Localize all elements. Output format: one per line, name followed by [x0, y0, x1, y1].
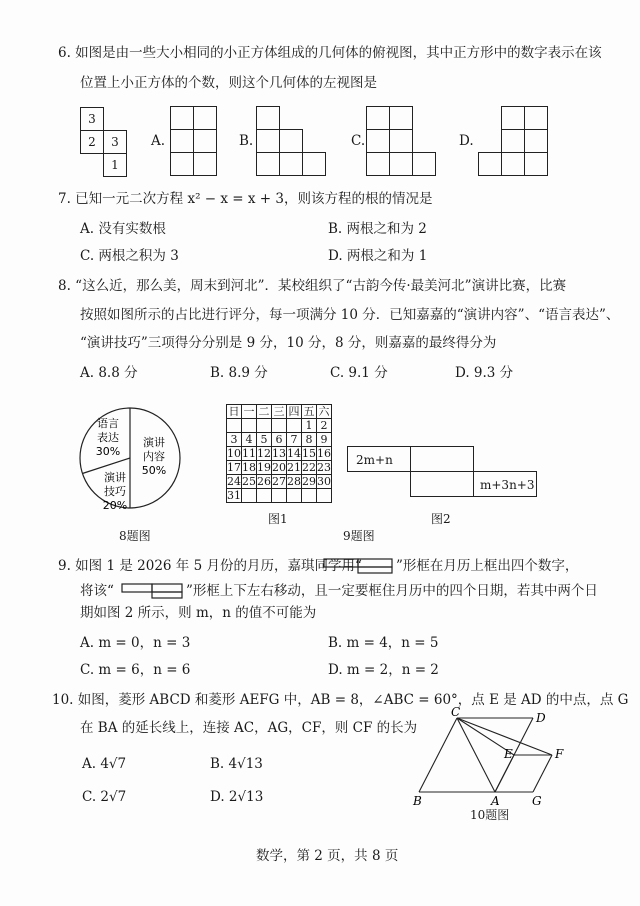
calendar-cell: 30 — [317, 475, 331, 488]
q9-stem-line3: 期如图 2 所示，则 m，n 的值不可能为 — [80, 605, 317, 621]
calendar-header: 二 — [258, 405, 270, 418]
point-label: F — [555, 747, 564, 761]
pie-content-pct: 50% — [141, 464, 167, 477]
q8-stem-line2: 按照如图所示的占比进行评分，每一项满分 10 分．已知嘉嘉的“演讲内容”、“语言表达”、 — [80, 307, 620, 323]
top-view-cell: 2 — [80, 130, 104, 154]
calendar-cell: 23 — [317, 461, 331, 474]
point-label: B — [413, 794, 422, 808]
pie-skill-label: 演讲 — [104, 471, 126, 484]
calendar-cell: 3 — [227, 433, 242, 447]
point-label: E — [504, 747, 513, 761]
q9-stem-line2b: ”形框上下左右移动，且一定要框住月历中的四个日期，若其中两个日 — [186, 583, 598, 599]
pie-lang-label: 表达 — [97, 431, 119, 444]
calendar-cell: 28 — [287, 475, 301, 488]
q6-option-b-label: B. — [239, 133, 254, 149]
calendar-cell: 1 — [302, 419, 317, 433]
q6-option-c-label: C. — [351, 133, 366, 149]
point-label: G — [532, 794, 542, 808]
top-view-cell: 3 — [80, 107, 104, 131]
q9-fig2-box2: m+3n+3 — [480, 478, 535, 492]
q9-option-d: D. m = 2，n = 2 — [328, 662, 439, 678]
calendar-cell: 2 — [317, 419, 332, 433]
q9-calendar — [226, 404, 332, 503]
calendar-cell: 27 — [272, 475, 286, 488]
pie-skill-pct: 20% — [102, 499, 128, 512]
calendar-cell: 24 — [227, 475, 241, 488]
q6-option-d-label: D. — [459, 133, 474, 149]
pie-lang-pct: 30% — [95, 445, 121, 458]
calendar-header: 一 — [243, 405, 255, 418]
point-label: D — [536, 711, 546, 725]
q9-frame-shape-icon — [120, 582, 184, 600]
q10-figure-caption: 10题图 — [470, 808, 510, 822]
pie-skill-label: 技巧 — [104, 485, 126, 498]
calendar-cell — [287, 489, 302, 503]
calendar-cell — [242, 419, 257, 433]
q9-stem-line1b: ”形框在月历上框出四个数字， — [396, 558, 579, 574]
q10-option-a: A. 4√7 — [82, 756, 127, 772]
q8-stem-line3: “演讲技巧”三项得分分别是 9 分，10 分，8 分，则嘉嘉的最终得分为 — [80, 335, 497, 351]
calendar-cell: 16 — [317, 447, 331, 460]
calendar-cell — [257, 489, 272, 503]
calendar-cell: 8 — [302, 433, 317, 447]
q8-figure-caption: 8题图 — [119, 529, 151, 543]
top-view-cell: 3 — [103, 130, 127, 154]
q9-figure-caption: 9题图 — [343, 529, 375, 543]
q7-stem: 7. 已知一元二次方程 x² − x = x + 3，则该方程的根的情况是 — [58, 191, 433, 207]
q7-option-a: A. 没有实数根 — [80, 221, 166, 237]
calendar-cell — [227, 419, 242, 433]
q9-stem-line1a: 9. 如图 1 是 2026 年 5 月份的月历，嘉琪同学用“ — [58, 558, 362, 574]
calendar-cell: 22 — [302, 461, 316, 474]
q8-pie-chart — [78, 400, 188, 526]
calendar-cell — [242, 489, 257, 503]
q6-stem-line1: 6. 如图是由一些大小相同的小正方体组成的几何体的俯视图，其中正方形中的数字表示在该 — [58, 45, 602, 61]
q8-stem-line1: 8. “这么近，那么美，周末到河北”．某校组织了“古韵今传·最美河北”演讲比赛，比赛 — [58, 278, 567, 294]
calendar-cell — [317, 489, 332, 503]
q9-option-a: A. m = 0，n = 3 — [80, 635, 191, 651]
calendar-cell: 11 — [242, 447, 256, 460]
calendar-cell — [302, 489, 317, 503]
q9-fig1-caption: 图1 — [268, 512, 288, 526]
q6-option-a-label: A. — [151, 133, 166, 149]
point-label: C — [451, 705, 461, 719]
q9-frame-shape-icon — [322, 557, 394, 575]
q6-stem-line2: 位置上小正方体的个数，则这个几何体的左视图是 — [80, 75, 377, 91]
calendar-cell: 20 — [272, 461, 286, 474]
calendar-header: 五 — [303, 405, 315, 418]
calendar-cell: 29 — [302, 475, 316, 488]
q9-stem-line2a: 将该“ — [80, 583, 114, 599]
calendar-cell: 21 — [287, 461, 301, 474]
calendar-cell: 26 — [257, 475, 271, 488]
calendar-header: 日 — [228, 405, 240, 418]
top-view-cell: 1 — [103, 153, 127, 177]
calendar-cell: 5 — [257, 433, 272, 447]
q9-fig2-box1: 2m+n — [356, 453, 393, 467]
q8-option-b: B. 8.9 分 — [210, 365, 268, 381]
q10-stem-line1: 10. 如图，菱形 ABCD 和菱形 AEFG 中，AB = 8，∠ABC = 60°，点 E 是 AD 的中点，点 G — [52, 692, 629, 708]
calendar-cell: 12 — [257, 447, 271, 460]
calendar-cell: 19 — [257, 461, 271, 474]
calendar-cell: 17 — [227, 461, 241, 474]
pie-lang-label: 语言 — [97, 417, 119, 430]
q8-option-a: A. 8.8 分 — [80, 365, 138, 381]
q7-option-c: C. 两根之积为 3 — [80, 248, 179, 264]
page-footer: 数学，第 2 页，共 8 页 — [256, 848, 399, 864]
calendar-header: 六 — [318, 405, 330, 418]
q8-option-c: C. 9.1 分 — [330, 365, 388, 381]
calendar-header: 三 — [273, 405, 285, 418]
calendar-cell: 25 — [242, 475, 256, 488]
pie-content-label: 内容 — [143, 450, 165, 463]
calendar-cell — [257, 419, 272, 433]
q9-fig2-caption: 图2 — [431, 512, 451, 526]
q8-option-d: D. 9.3 分 — [455, 365, 514, 381]
calendar-cell: 10 — [227, 447, 241, 460]
q9-option-b: B. m = 4，n = 5 — [328, 635, 439, 651]
calendar-cell: 31 — [227, 489, 241, 502]
calendar-cell: 13 — [272, 447, 286, 460]
calendar-cell: 4 — [242, 433, 257, 447]
calendar-cell: 9 — [317, 433, 332, 447]
calendar-header: 四 — [288, 405, 300, 418]
calendar-cell — [272, 489, 287, 503]
calendar-cell: 7 — [287, 433, 302, 447]
calendar-cell — [287, 419, 302, 433]
calendar-cell: 6 — [272, 433, 287, 447]
q10-option-d: D. 2√13 — [210, 789, 264, 805]
calendar-cell — [272, 419, 287, 433]
calendar-cell: 18 — [242, 461, 256, 474]
point-label: A — [491, 794, 500, 808]
q10-option-c: C. 2√7 — [82, 789, 127, 805]
q10-option-b: B. 4√13 — [210, 756, 263, 772]
q7-option-d: D. 两根之和为 1 — [328, 248, 428, 264]
calendar-cell: 15 — [302, 447, 316, 460]
q7-option-b: B. 两根之和为 2 — [328, 221, 427, 237]
q10-stem-line2: 在 BA 的延长线上，连接 AC，AG，CF，则 CF 的长为 — [80, 720, 418, 736]
pie-content-label: 演讲 — [143, 436, 165, 449]
calendar-cell: 14 — [287, 447, 301, 460]
q9-option-c: C. m = 6，n = 6 — [80, 662, 191, 678]
